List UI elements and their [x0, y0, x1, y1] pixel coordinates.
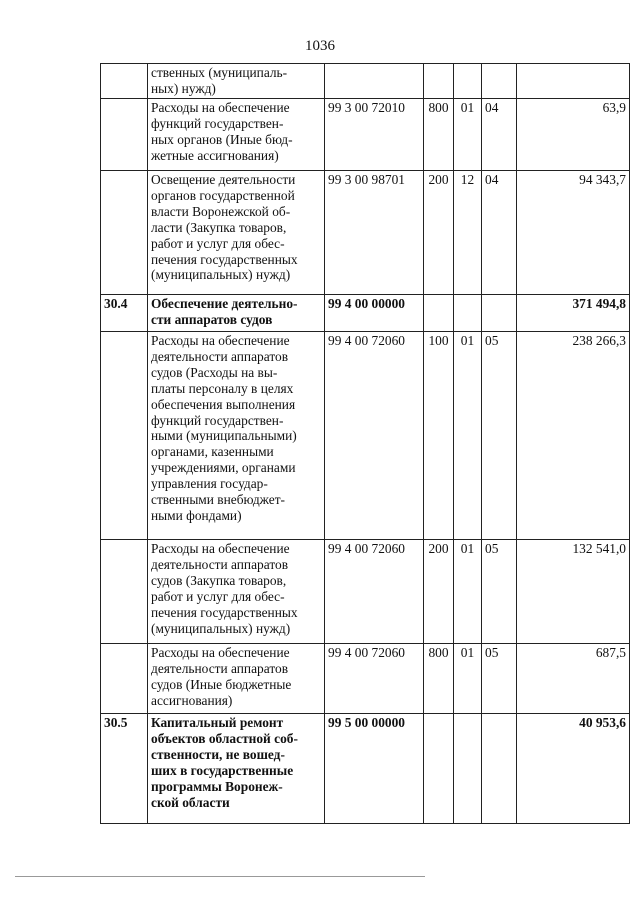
expense-name-line: власти Воронежской об-	[151, 203, 291, 219]
amount-cell: 238 266,3	[517, 332, 630, 540]
amount-cell: 687,5	[517, 644, 630, 714]
expense-name-line: судов (Закупка товаров,	[151, 572, 287, 588]
expense-type-cell: 100	[424, 332, 454, 540]
subsection-cell: 05	[482, 540, 517, 644]
expense-name-line: печения государственных	[151, 251, 298, 267]
table-row	[101, 644, 630, 714]
expense-name-line: обеспечения выполнения	[151, 396, 296, 412]
expense-name-line: ных) нужд)	[151, 80, 216, 96]
target-article-cell: 99 5 00 00000	[325, 714, 424, 824]
expense-name-line: Обеспечение деятельно-	[151, 296, 298, 311]
row-number-cell: 30.5	[101, 714, 148, 824]
expense-name-cell	[148, 99, 325, 171]
expense-name-line: ственными внебюджет-	[151, 492, 286, 508]
target-article-cell: 99 4 00 00000	[325, 295, 424, 332]
target-article-cell: 99 4 00 72060	[325, 540, 424, 644]
budget-table	[100, 63, 630, 824]
expense-name-line: управления государ-	[151, 476, 268, 492]
row-number-cell	[101, 99, 148, 171]
amount-cell: 371 494,8	[517, 295, 630, 332]
expense-name-line: деятельности аппаратов	[151, 348, 289, 364]
expense-name-line: ными (муниципальными)	[151, 428, 297, 444]
expense-name-line: Расходы на обеспечение	[151, 100, 290, 115]
expense-name-line: работ и услуг для обес-	[151, 235, 285, 251]
expense-type-cell: 800	[424, 644, 454, 714]
row-number-cell: 30.4	[101, 295, 148, 332]
expense-type-cell	[424, 64, 454, 99]
subsection-cell	[482, 295, 517, 332]
subsection-cell	[482, 64, 517, 99]
expense-name-line: печения государственных	[151, 604, 298, 620]
expense-type-cell: 200	[424, 171, 454, 295]
subsection-cell	[482, 714, 517, 824]
table-row	[101, 540, 630, 644]
table-row	[101, 332, 630, 540]
section-cell	[454, 714, 482, 824]
target-article-cell: 99 4 00 72060	[325, 332, 424, 540]
amount-cell: 40 953,6	[517, 714, 630, 824]
section-cell: 01	[454, 644, 482, 714]
row-number-cell	[101, 644, 148, 714]
expense-name-line: Расходы на обеспечение	[151, 333, 290, 348]
expense-name-cell	[148, 171, 325, 295]
expense-name-line: ассигнования)	[151, 692, 233, 708]
page-number: 1036	[305, 38, 335, 54]
table-row	[101, 171, 630, 295]
expense-name-line: платы персоналу в целях	[151, 380, 294, 396]
expense-name-line: (муниципальных) нужд)	[151, 267, 291, 283]
expense-name-line: ных органов (Иные бюд-	[151, 131, 293, 147]
expense-type-cell: 800	[424, 99, 454, 171]
subsection-cell: 04	[482, 99, 517, 171]
bottom-rule	[15, 876, 425, 877]
expense-name-line: работ и услуг для обес-	[151, 588, 285, 604]
row-number-cell	[101, 332, 148, 540]
amount-cell: 132 541,0	[517, 540, 630, 644]
expense-type-cell: 200	[424, 540, 454, 644]
expense-name-line: Освещение деятельности	[151, 172, 296, 187]
expense-name-line: ственности, не вошед-	[151, 746, 285, 762]
amount-cell	[517, 64, 630, 99]
row-number-cell	[101, 64, 148, 99]
expense-name-cell	[148, 714, 325, 824]
expense-name-line: программы Воронеж-	[151, 778, 283, 794]
expense-name-cell	[148, 332, 325, 540]
expense-name-line: ными фондами)	[151, 507, 242, 523]
table-row	[101, 714, 630, 824]
expense-name-line: судов (Расходы на вы-	[151, 364, 278, 380]
expense-name-line: судов (Иные бюджетные	[151, 676, 292, 692]
expense-type-cell	[424, 714, 454, 824]
expense-name-line: деятельности аппаратов	[151, 556, 289, 572]
expense-name-line: органов государственной	[151, 187, 295, 203]
section-cell	[454, 295, 482, 332]
expense-name-line: функций государствен-	[151, 412, 284, 428]
budget-table-body	[101, 64, 630, 824]
expense-name-cell	[148, 644, 325, 714]
amount-cell: 94 343,7	[517, 171, 630, 295]
expense-name-line: жетные ассигнования)	[151, 147, 279, 163]
section-cell	[454, 64, 482, 99]
expense-name-line: Капитальный ремонт	[151, 715, 284, 730]
expense-name-line: ласти (Закупка товаров,	[151, 219, 287, 235]
expense-name-line: органами, казенными	[151, 444, 274, 460]
expense-name-line: ской области	[151, 794, 230, 810]
target-article-cell: 99 4 00 72060	[325, 644, 424, 714]
table-row	[101, 99, 630, 171]
section-cell: 01	[454, 99, 482, 171]
expense-name-cell	[148, 64, 325, 99]
expense-name-line: ственных (муниципаль-	[151, 65, 288, 80]
expense-name-cell	[148, 540, 325, 644]
expense-name-line: Расходы на обеспечение	[151, 645, 290, 660]
section-cell: 01	[454, 332, 482, 540]
expense-name-line: сти аппаратов судов	[151, 311, 273, 327]
expense-name-line: ших в государственные	[151, 762, 294, 778]
subsection-cell: 05	[482, 332, 517, 540]
target-article-cell: 99 3 00 98701	[325, 171, 424, 295]
expense-name-line: объектов областной соб-	[151, 730, 298, 746]
expense-name-line: деятельности аппаратов	[151, 660, 289, 676]
expense-name-line: (муниципальных) нужд)	[151, 620, 291, 636]
expense-name-line: учреждениями, органами	[151, 460, 296, 476]
table-row	[101, 64, 630, 99]
target-article-cell	[325, 64, 424, 99]
expense-name-line: функций государствен-	[151, 115, 284, 131]
section-cell: 12	[454, 171, 482, 295]
table-row	[101, 295, 630, 332]
subsection-cell: 04	[482, 171, 517, 295]
amount-cell: 63,9	[517, 99, 630, 171]
section-cell: 01	[454, 540, 482, 644]
target-article-cell: 99 3 00 72010	[325, 99, 424, 171]
expense-type-cell	[424, 295, 454, 332]
subsection-cell: 05	[482, 644, 517, 714]
row-number-cell	[101, 540, 148, 644]
row-number-cell	[101, 171, 148, 295]
expense-name-cell	[148, 295, 325, 332]
expense-name-line: Расходы на обеспечение	[151, 541, 290, 556]
